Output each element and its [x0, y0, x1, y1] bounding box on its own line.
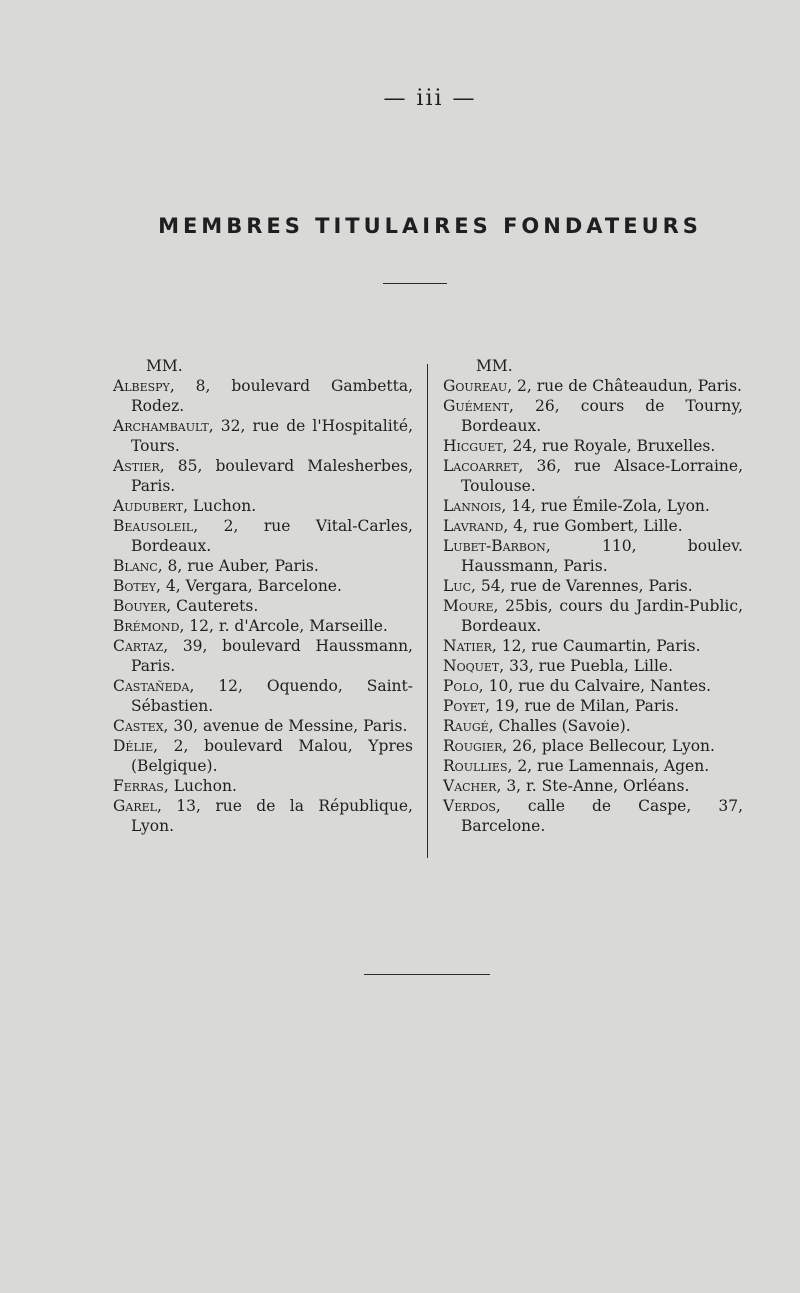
member-entry	[443, 536, 743, 576]
member-name: Ferras	[113, 777, 164, 795]
member-entry	[113, 496, 413, 516]
member-name: Lubet-Barbon	[443, 537, 546, 555]
member-address: , 32, rue de l'Hospitalité, Tours.	[131, 417, 413, 455]
member-name: Lavrand	[443, 517, 504, 535]
member-entry	[443, 496, 743, 516]
member-address: , 30, avenue de Messine, Paris.	[163, 717, 408, 735]
member-address: , 110, boulev. Haussmann, Paris.	[461, 537, 743, 575]
member-address: , 26, cours de Tourny, Bordeaux.	[461, 397, 743, 435]
member-address: , 33, rue Puebla, Lille.	[499, 657, 673, 675]
member-entry	[113, 676, 413, 716]
member-name: Botey	[113, 577, 157, 595]
member-address: , Luchon.	[163, 777, 237, 795]
member-entry	[443, 456, 743, 496]
member-entry	[443, 396, 743, 436]
member-entry	[443, 756, 743, 776]
member-entry	[443, 636, 743, 656]
member-entry	[113, 616, 413, 636]
member-address: , 25bis, cours du Jardin-Public, Bordeaux.	[461, 597, 743, 635]
member-entry	[443, 736, 743, 756]
member-address: , Cauterets.	[166, 597, 259, 615]
member-address: , Luchon.	[183, 497, 257, 515]
member-entry	[113, 716, 413, 736]
member-name: Beausoleil	[113, 517, 194, 535]
member-name: Poyet	[443, 697, 486, 715]
member-entry	[113, 796, 413, 836]
member-address: , 4, Vergara, Barcelone.	[156, 577, 342, 595]
member-name: Hicguet	[443, 437, 503, 455]
column-heading: MM.	[146, 357, 183, 375]
page-number: — iii —	[383, 86, 477, 111]
members-column-left	[113, 356, 413, 836]
member-entry	[113, 576, 413, 596]
member-entry	[443, 436, 743, 456]
member-address: , 8, boulevard Gambetta, Rodez.	[131, 377, 413, 415]
member-entry	[443, 716, 743, 736]
member-name: Guément	[443, 397, 509, 415]
member-name: Astier	[113, 457, 160, 475]
member-name: Vacher	[443, 777, 497, 795]
member-address: , 14, rue Émile-Zola, Lyon.	[501, 497, 710, 515]
member-address: , 2, rue de Châteaudun, Paris.	[507, 377, 742, 395]
member-name: Luc	[443, 577, 471, 595]
member-address: , 24, rue Royale, Bruxelles.	[502, 437, 716, 455]
closing-rule	[364, 974, 490, 975]
member-entry	[113, 416, 413, 456]
member-name: Raugé	[443, 717, 489, 735]
member-name: Castex	[113, 717, 164, 735]
member-name: Blanc	[113, 557, 158, 575]
member-name: Noquet	[443, 657, 500, 675]
member-name: Garel	[113, 797, 157, 815]
member-entry	[113, 516, 413, 556]
member-name: Moure	[443, 597, 494, 615]
member-name: Lannois	[443, 497, 502, 515]
member-entry	[443, 576, 743, 596]
member-entry	[113, 556, 413, 576]
member-address: , 26, place Bellecour, Lyon.	[502, 737, 715, 755]
member-list-left	[113, 376, 413, 836]
member-name: Lacoarret	[443, 457, 519, 475]
member-address: , 12, r. d'Arcole, Marseille.	[179, 617, 388, 635]
member-entry	[443, 376, 743, 396]
member-address: , 2, boulevard Malou, Ypres (Belgique).	[131, 737, 413, 775]
member-address: , 54, rue de Varennes, Paris.	[470, 577, 693, 595]
member-address: , Challes (Savoie).	[488, 717, 631, 735]
member-address: , 4, rue Gombert, Lille.	[503, 517, 683, 535]
member-address: , 2, rue Lamennais, Agen.	[507, 757, 710, 775]
member-address: , 36, rue Alsace-Lorraine, Toulouse.	[461, 457, 743, 495]
member-address: , 39, boulevard Haussmann, Paris.	[131, 637, 413, 675]
member-address: , calle de Caspe, 37, Barcelone.	[461, 797, 743, 835]
member-name: Délie	[113, 737, 154, 755]
member-address: , 12, Oquendo, Saint-Sébastien.	[131, 677, 413, 715]
column-heading: MM.	[476, 357, 513, 375]
member-name: Archambault	[113, 417, 209, 435]
member-name: Roullies	[443, 757, 508, 775]
member-name: Cartaz	[113, 637, 164, 655]
member-name: Brémond	[113, 617, 180, 635]
member-entry	[443, 676, 743, 696]
member-entry	[113, 776, 413, 796]
member-entry	[443, 516, 743, 536]
member-name: Goureau	[443, 377, 508, 395]
member-entry	[443, 656, 743, 676]
member-address: , 2, rue Vital-Carles, Bordeaux.	[131, 517, 413, 555]
page-title: MEMBRES TITULAIRES FONDATEURS	[158, 214, 702, 238]
member-entry	[113, 376, 413, 416]
title-rule	[383, 283, 447, 284]
members-column-right	[443, 356, 743, 836]
member-address: , 8, rue Auber, Paris.	[157, 557, 319, 575]
member-name: Bouyer	[113, 597, 167, 615]
member-address: , 19, rue de Milan, Paris.	[485, 697, 680, 715]
member-name: Polo	[443, 677, 479, 695]
member-name: Castañeda	[113, 677, 190, 695]
member-address: , 85, boulevard Malesherbes, Paris.	[131, 457, 413, 495]
member-entry	[443, 776, 743, 796]
member-name: Verdos	[443, 797, 496, 815]
member-address: , 10, rue du Calvaire, Nantes.	[478, 677, 712, 695]
member-entry	[443, 596, 743, 636]
member-name: Albespy	[113, 377, 170, 395]
member-list-right	[443, 376, 743, 836]
member-entry	[113, 456, 413, 496]
column-divider	[427, 364, 428, 858]
member-name: Natier	[443, 637, 492, 655]
member-entry	[113, 596, 413, 616]
member-address: , 13, rue de la République, Lyon.	[131, 797, 413, 835]
member-address: , 3, r. Ste-Anne, Orléans.	[496, 777, 690, 795]
member-entry	[443, 796, 743, 836]
member-name: Rougier	[443, 737, 503, 755]
member-address: , 12, rue Caumartin, Paris.	[491, 637, 701, 655]
member-entry	[113, 736, 413, 776]
member-entry	[443, 696, 743, 716]
member-entry	[113, 636, 413, 676]
member-name: Audubert	[113, 497, 184, 515]
